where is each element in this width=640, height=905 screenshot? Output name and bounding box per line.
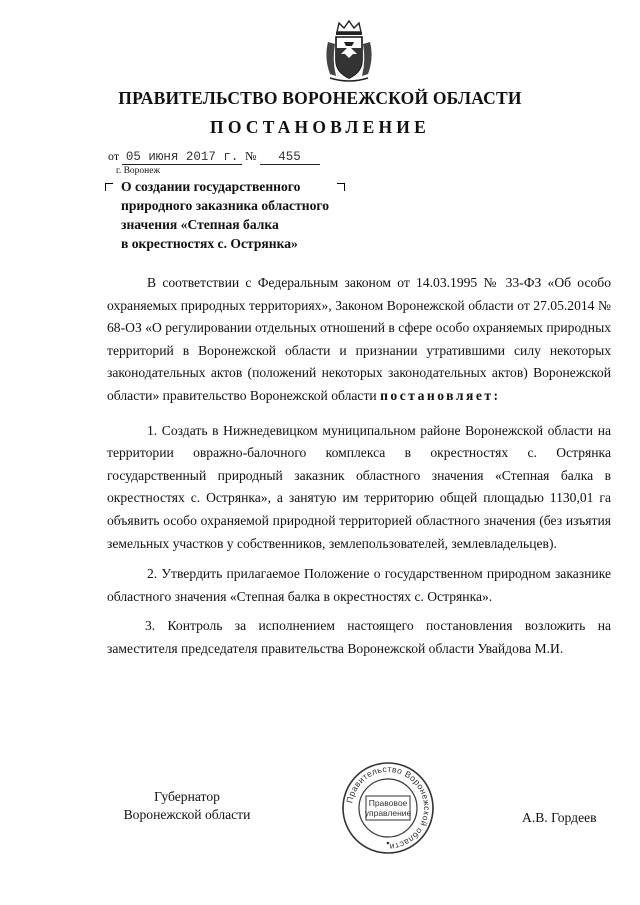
position-line: Воронежской области (123, 807, 251, 822)
organization-title: ПРАВИТЕЛЬСТВО ВОРОНЕЖСКОЙ ОБЛАСТИ (118, 88, 522, 108)
subject-line: природного заказника областного (121, 198, 330, 213)
stamp-ring-text: Правительство Воронежской области (344, 763, 433, 853)
document-body (107, 272, 611, 661)
date-prefix: от (108, 149, 120, 163)
subject-heading (121, 177, 361, 253)
resolves-word: постановляет: (380, 387, 501, 403)
stamp-center-line: Правовое (368, 798, 408, 808)
document-number: 455 (260, 151, 320, 165)
subject-line: значения «Степная балка (121, 217, 279, 232)
stamp-center-line: управление (364, 808, 412, 818)
clause-3: 3. Контроль за исполнением настоящего постановления возложить на заместителя председателя правительства Воронежской области Увайдова М.И. (107, 618, 611, 656)
preamble-paragraph (107, 272, 611, 408)
city: г. Воронеж (116, 166, 161, 176)
document-date: 05 июня 2017 г. (122, 151, 242, 165)
subject-line: в окрестностях с. Острянка» (121, 236, 298, 251)
preamble-text: В соответствии с Федеральным законом от 14.03.1995 № 33-ФЗ «Об особо охраняемых природных территориях», Законом Воронежской области от 27.05.2014 № 68-ОЗ «О регулировании отдельных отношений в сфере особо охраняемых природных территорий в Воронежской области и признании утратившими силу некоторых законодательных актов (положений некоторых законодательных актов) Воронежской области» правительство Воронежской области (107, 275, 611, 403)
subject-line: О создании государственного (121, 179, 301, 194)
signatory-position (107, 788, 267, 824)
signatory-name: А.В. Гордеев (522, 810, 597, 825)
position-line: Губернатор (154, 789, 220, 804)
date-number-line (108, 149, 320, 165)
clause-1: 1. Создать в Нижнедевицком муниципальном районе Воронежской области на территории овражно-балочного комплекса в окрестностях с. Острянка государственный природный заказник областного значения «Степная балка в окрестностях с. Острянка», а занятую им территорию общей площадью 1130,01 га объявить особо охраняемой природной территорией областного значения (без изъятия земельных участков у собственников, землепользователей, землевладельцев). (107, 422, 611, 551)
coat-of-arms-icon (322, 18, 376, 84)
subject-bracket-left (105, 183, 113, 191)
clause-2: 2. Утвердить прилагаемое Положение о государственном природном заказнике областного значения «Степная балка в окрестностях с. Острянка». (107, 566, 611, 604)
official-stamp (340, 760, 436, 856)
number-prefix: № (245, 149, 257, 163)
document-type: ПОСТАНОВЛЕНИЕ (210, 117, 430, 137)
